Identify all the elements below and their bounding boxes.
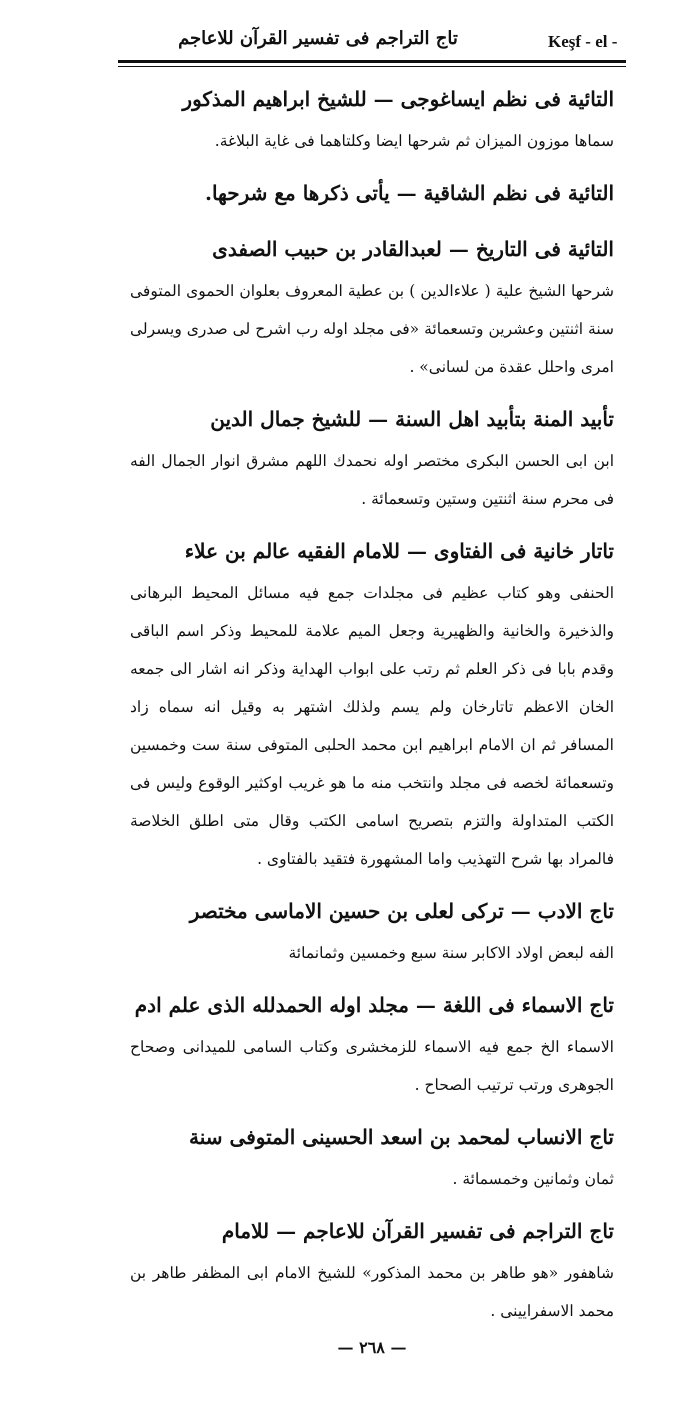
entry-text: الحنفى وهو كتاب عظيم فى مجلدات جمع فيه مسائل المحيط البرهانى والذخيرة والخانية والظهيرية وجعل الميم علامة للمحيط وذكر اسم الباقى وقدم بابا فى ذكر العلم ثم رتب على ابواب الهداية وذكر انه اشار الى جمعه الخان الاعظم تاتارخان ولم يسم ولذلك اشتهر به وقيل انه سماه زاد المسافر ثم ان الامام ابراهيم ابن محمد الحلبى المتوفى سنة ست وخمسين وتسعمائة لخصه فى مجلد وانتخب منه ما هو غريب اوكثير الوقوع وليس فى الكتب المتداولة والتزم بتصريح اسامى الكتب وقال متى اطلق الخلاصة فالمراد بها شرح التهذيب واما المشهورة فتقيد بالفتاوى . — [130, 584, 614, 868]
page-number: — ٢٦٨ — — [337, 1338, 407, 1357]
entry — [130, 396, 614, 518]
entry — [130, 170, 614, 216]
entry — [130, 982, 614, 1104]
entry-heading: تاج الادب — تركى لعلى بن حسين الاماسى مختصر — [189, 899, 614, 923]
entry-heading: التائية فى التاريخ — لعبدالقادر بن حبيب الصفدى — [212, 237, 614, 261]
header-rule-thin — [118, 66, 626, 67]
page-body — [130, 76, 614, 1340]
entry-text: ثمان وثمانين وخمسمائة . — [452, 1170, 614, 1188]
entry — [130, 528, 614, 878]
entry-heading: التائية فى نظم ايساغوجى — للشيخ ابراهيم المذكور — [182, 87, 614, 111]
entry — [130, 1114, 614, 1198]
entry-text: سماها موزون الميزان ثم شرحها ايضا وكلتاهما فى غاية البلاغة. — [214, 132, 614, 150]
entry — [130, 888, 614, 972]
running-header — [118, 22, 626, 60]
entry-text: الاسماء الخ جمع فيه الاسماء للزمخشرى وكتاب السامى للميدانى وصحاح الجوهرى ورتب ترتيب الصحاح . — [130, 1038, 614, 1094]
header-arabic-title: تاج التراجم فى تفسير القرآن للاعاجم — [178, 28, 458, 49]
entry-heading: تاج التراجم فى تفسير القرآن للاعاجم — للامام — [221, 1219, 614, 1243]
entry-heading: تاج الانساب لمحمد بن اسعد الحسينى المتوفى سنة — [189, 1125, 614, 1149]
entry-text: ابن ابى الحسن البكرى مختصر اوله نحمدك اللهم مشرق انوار الجمال الفه فى محرم سنة اثنتين وستين وتسعمائة . — [130, 452, 614, 508]
header-latin-title: Keşf - el - — [548, 32, 618, 51]
entry-text: شرحها الشيخ علية ( علاءالدين ) بن عطية المعروف بعلوان الحموى المتوفى سنة اثنتين وعشرين وتسعمائة «فى مجلد اوله رب اشرح لى صدرى ويسرلى امرى واحلل عقدة من لسانى» . — [130, 282, 614, 376]
entry — [130, 226, 614, 386]
header-rule-thick — [118, 60, 626, 63]
entry-text: شاهفور «هو طاهر بن محمد المذكور» للشيخ الامام ابى المظفر طاهر بن محمد الاسفرايينى . — [130, 1264, 614, 1320]
entry-heading: التائية فى نظم الشاقية — يأتى ذكرها مع شرحها. — [204, 181, 614, 205]
entry-heading: تاتار خانية فى الفتاوى — للامام الفقيه عالم بن علاء — [184, 539, 614, 563]
entry-heading: تاج الاسماء فى اللغة — مجلد اوله الحمدلله الذى علم ادم — [134, 993, 614, 1017]
entry-heading: تأبيد المنة بتأبيد اهل السنة — للشيخ جمال الدين — [210, 407, 614, 431]
entry — [130, 1208, 614, 1330]
entry-text: الفه لبعض اولاد الاكابر سنة سبع وخمسين وثمانمائة — [288, 944, 614, 962]
entry — [130, 76, 614, 160]
